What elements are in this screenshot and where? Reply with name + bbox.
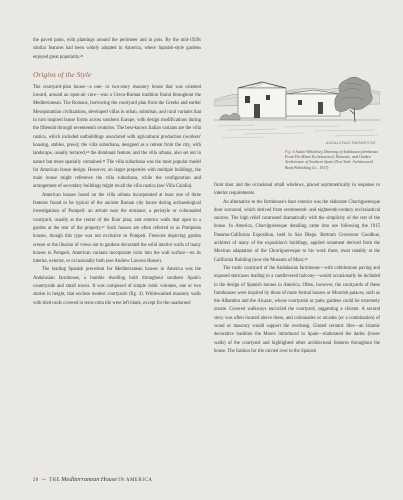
running-title-in-america: IN AMERICA [118, 478, 153, 483]
figure-caption [285, 150, 381, 171]
arrow-ornament-icon: ⇝ [41, 478, 46, 483]
page-footer [33, 476, 152, 486]
paragraph: An alternative to the farmhouse's bare exterior was the elaborate Churrigueresque door surround, which derived from seventeenth- and eighteenth-century ecclesiastical sources. The high relief contrasted dramatically with the simplicity of the rest of the house. In America, Churrigueresque detailing came into use following the 1915 Panama-California Exposition, held in San Diego. Bertram Grosvenor Goodhue, architect of many of the exposition's buildings, applied ornament derived from the Mexican adaptation of the Churrigueresque to his work there, most notably at the California Building (now the Museum of Man).²⁸ [214, 199, 380, 263]
paragraph: The courtyard-plan house—a one- or two-story masonry house that was oriented inward, around an open-air core—was a Greco-Roman tradition found throughout the Mediterranean. The Romans, borrowing the courtyard plan from the Greeks and earlier Mesopotamian civilizations, developed villas in urban, suburban, and rural variants that in turn inspired house forms across southern Europe, with design modifications during the fifteenth through seventeenth centuries. The best-known Italian variants are the villa rustica, which included outbuildings associated with agricultural production (workers' housing, stables, press); the villa suburbana, designed as a retreat from the city, with landscape, usually terraced,²⁴ the dominant feature; and the villa urbana, also set out in nature but more spatially contained.²⁵ The villa suburbana was the most popular model for American house design. However, on larger properties with multiple buildings, the main house might reference the villa suburbana, while the configuration and arrangement of secondary buildings might recall the villa rustica (see Villa Calafia). [33, 84, 201, 190]
running-title-the: THE [48, 478, 60, 483]
farmhouse-drawing [214, 48, 380, 152]
paragraph: American houses based on the villa urbana incorporated at least one of three features found to be typical of the ancient Roman city house during archaeological investigations of Pompeii: an atrium near the entrance; a peristyle or colonnaded courtyard, usually at the center of the floor plan; and exterior walls that open to a garden at the rear of the property.²⁶ Such houses are often referred to as Pompeian houses, though this type was not exclusive to Pompeii. Frescoes depicting garden scenes or the illusion of views out to gardens decorated the solid interior walls of many houses in Pompeii. American variants incorporate color into the wall surface—on its interior, exterior, or occasionally both (see Andrew Lawson House). [33, 192, 201, 265]
figure-label: Fig. 4 [285, 150, 295, 154]
section-heading: Origins of the Style [33, 69, 92, 79]
figure-caption-text: Austin Whittlesey, Drawing of Andalusian farmhouse. From The Minor Ecclesiastical, Domestic, and Garden Architecture of Southern Spain (New York: Architectural Book Publishing Co., 1917). [285, 150, 379, 170]
drawing-signature: ANDALUSIAN FARMHOUSE [326, 141, 376, 145]
farmhouse-illustration [214, 48, 380, 152]
running-title-house: House [100, 476, 118, 483]
running-title-mediterranean: Mediterranean [61, 476, 100, 483]
left-column [33, 37, 201, 308]
paragraph: The rustic courtyard of the Andalusian farmhouse—with cobblestone paving and exposed staircases leading to a cantilevered balcony—would occasionally be included in the design of Spanish houses in America. Often, however, the courtyards of these farmhouses were inspired by those of more formal houses or Moorish palaces, such as the Alhambra and the Alcazar, whose courtyards or patio gardens could be extremely ornate. Covered walkways encircled the courtyard, suggesting a cloister. A second story was often located above these, and colonnades or arcades (or a combination) of wood or masonry would support the overhang. Glazed ceramic tiles—an Islamic decorative tradition the Moors introduced to Spain—elaborated the dados (lower walls) of the courtyard and highlighted other architectural features throughout the house. The fashion for tile carried over to the Spanish [214, 265, 380, 354]
right-column [214, 182, 380, 356]
paragraph: The leading Spanish precedent for Mediterranean houses in America was the Andalusian farmhouse, a humble dwelling built throughout southern Spain's countryside and small towns. It was composed of simple cubic volumes, one or two stories in height, that enclose modest courtyards (fig. 4). Whitewashed masonry walls with tiled roofs covered in terra-cotta tile were left blank, except for the unadorned [33, 267, 201, 306]
page-number: 20 [33, 478, 39, 483]
paragraph: front door and the occasional small windows, placed asymmetrically in response to interior requirements. [214, 183, 380, 197]
paragraph: the paved patio, with plantings around the perimeter and in pots. By the mid-1920s similar features had been widely adopted in America, where Spanish-style gardens enjoyed great popularity.²³ [33, 38, 201, 60]
